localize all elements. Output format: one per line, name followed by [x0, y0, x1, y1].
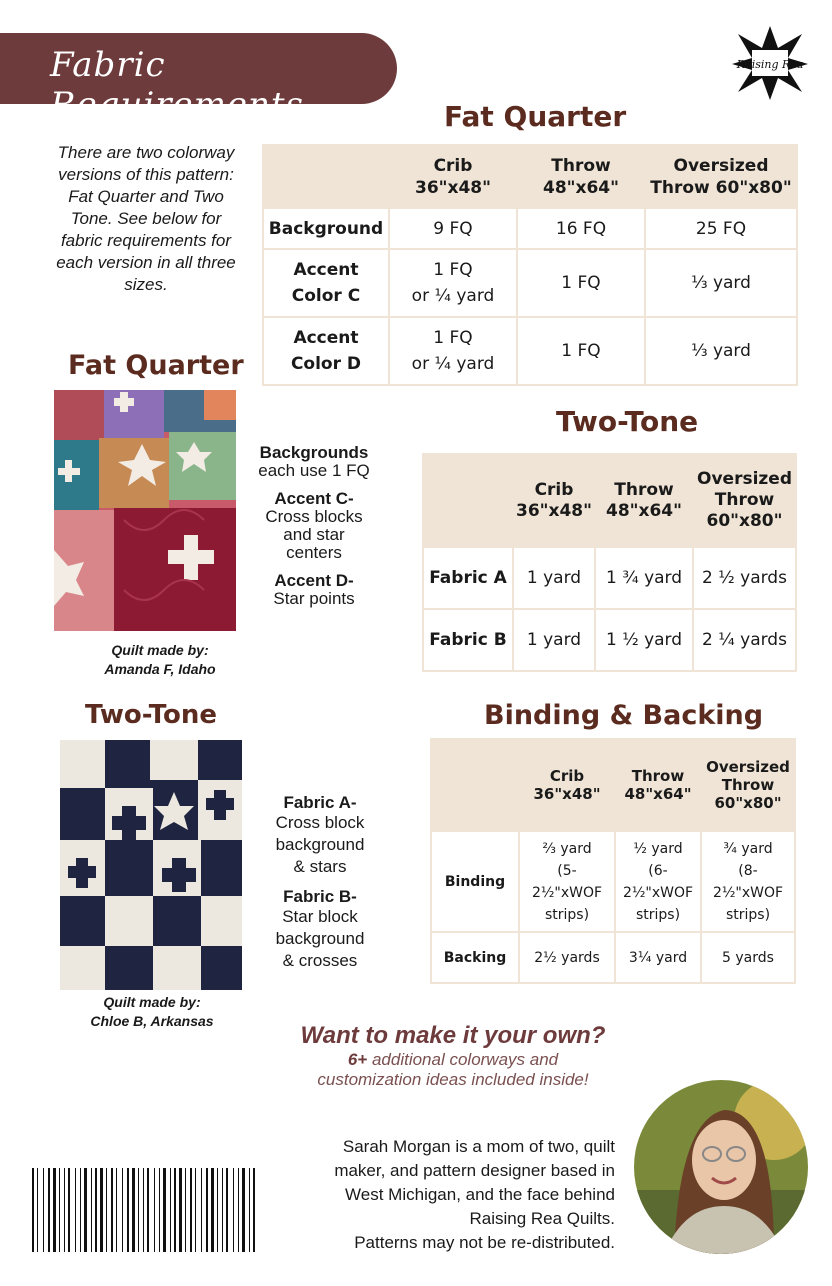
table-header-row	[263, 145, 797, 208]
legend-text: & stars	[293, 857, 347, 876]
table-cell: 1 ¾ yard	[595, 547, 693, 609]
table-cell: 2½ yards	[519, 932, 615, 983]
table-cell: ⅓ yard	[645, 317, 797, 385]
legend-text: Cross blocks	[265, 507, 363, 526]
table-row	[263, 208, 797, 249]
table-cell: 1 FQ or ¼ yard	[389, 249, 517, 317]
legend-text: and star	[283, 525, 345, 544]
row-label: Fabric A	[423, 547, 513, 609]
two-tone-legend	[254, 794, 386, 972]
table-header-row	[423, 454, 796, 547]
promo-line: customization ideas included inside!	[317, 1070, 589, 1089]
table-cell: 3¼ yard	[615, 932, 701, 983]
table-row	[423, 609, 796, 671]
header-empty	[263, 145, 389, 208]
header-cell: Throw 48"x64"	[595, 454, 693, 547]
fat-quarter-quilt-photo	[54, 390, 236, 631]
table-row	[263, 249, 797, 317]
table-cell: 25 FQ	[645, 208, 797, 249]
brand-logo-star-icon	[730, 24, 810, 102]
caption-line: Chloe B, Arkansas	[90, 1013, 214, 1029]
legend-title: Fabric A-	[283, 793, 357, 812]
legend-text: & crosses	[282, 951, 358, 970]
fat-quarter-legend	[244, 444, 384, 608]
barcode-icon	[32, 1168, 262, 1252]
table-row	[423, 547, 796, 609]
legend-text: background	[275, 929, 365, 948]
fat-quarter-sample-title: Fat Quarter	[68, 350, 244, 381]
table-cell: 1 FQ	[517, 317, 645, 385]
promo-title: Want to make it your own?	[300, 1022, 606, 1049]
table-row	[263, 317, 797, 385]
row-label: Backing	[431, 932, 519, 983]
table-header-row	[431, 739, 795, 831]
row-label: Accent Color D	[263, 317, 389, 385]
table-cell: ½ yard (6- 2½"xWOF strips)	[615, 831, 701, 932]
header-cell: Crib 36"x48"	[519, 739, 615, 831]
two-tone-caption	[46, 993, 258, 1031]
two-tone-sample-title: Two-Tone	[85, 700, 218, 730]
header-empty	[431, 739, 519, 831]
designer-bio	[270, 1135, 615, 1255]
table-cell: ¾ yard (8- 2½"xWOF strips)	[701, 831, 795, 932]
table-cell: 1 FQ	[517, 249, 645, 317]
header-cell: Throw 48"x64"	[517, 145, 645, 208]
two-tone-quilt-photo	[60, 740, 242, 990]
header-cell: Crib 36"x48"	[513, 454, 595, 547]
table-row	[431, 831, 795, 932]
table-row	[431, 932, 795, 983]
binding-table-title: Binding & Backing	[484, 700, 764, 731]
table-cell: 5 yards	[701, 932, 795, 983]
legend-text: Star points	[273, 589, 355, 608]
table-cell: 2 ¼ yards	[693, 609, 796, 671]
two-tone-table	[422, 453, 797, 672]
legend-title: Accent C-	[274, 489, 354, 508]
fat-quarter-caption	[54, 641, 266, 679]
two-tone-table-title: Two-Tone	[556, 405, 699, 438]
header-cell: Oversized Throw 60"x80"	[693, 454, 796, 547]
logo-text: Raising Rea	[736, 58, 804, 71]
table-cell: 1 FQ or ¼ yard	[389, 317, 517, 385]
header-cell: Oversized Throw 60"x80"	[701, 739, 795, 831]
designer-photo-avatar	[634, 1080, 808, 1254]
banner-title: Fabric Requirements	[50, 45, 305, 125]
row-label: Fabric B	[423, 609, 513, 671]
bio-line: Patterns may not be re-distributed.	[354, 1233, 615, 1252]
row-label: Binding	[431, 831, 519, 932]
table-cell: 16 FQ	[517, 208, 645, 249]
row-label: Background	[263, 208, 389, 249]
table-cell: 2 ½ yards	[693, 547, 796, 609]
table-cell: 1 yard	[513, 547, 595, 609]
section-banner	[0, 33, 397, 125]
bio-line: maker, and pattern designer based in	[334, 1161, 615, 1180]
table-cell: 9 FQ	[389, 208, 517, 249]
fat-quarter-table-title: Fat Quarter	[444, 100, 627, 133]
legend-title: Backgrounds	[259, 443, 369, 462]
legend-title: Fabric B-	[283, 887, 357, 906]
header-cell: Oversized Throw 60"x80"	[645, 145, 797, 208]
bio-line: Sarah Morgan is a mom of two, quilt	[342, 1137, 615, 1156]
header-empty	[423, 454, 513, 547]
legend-title: Accent D-	[274, 571, 354, 590]
caption-line: Amanda F, Idaho	[104, 661, 216, 677]
caption-line: Quilt made by:	[103, 994, 201, 1010]
promo-line: 6+ additional colorways and	[347, 1050, 559, 1069]
table-cell: 1 yard	[513, 609, 595, 671]
bio-line: Raising Rea Quilts.	[469, 1209, 615, 1228]
table-cell: ⅓ yard	[645, 249, 797, 317]
header-cell: Crib 36"x48"	[389, 145, 517, 208]
legend-text: background	[275, 835, 365, 854]
legend-text: centers	[286, 543, 342, 562]
binding-backing-table	[430, 738, 796, 984]
table-cell: ⅔ yard (5- 2½"xWOF strips)	[519, 831, 615, 932]
table-cell: 1 ½ yard	[595, 609, 693, 671]
legend-text: Star block	[282, 907, 358, 926]
fat-quarter-table	[262, 144, 798, 386]
promo-block	[268, 1022, 638, 1090]
row-label: Accent Color C	[263, 249, 389, 317]
caption-line: Quilt made by:	[111, 642, 209, 658]
legend-text: Cross block	[275, 813, 365, 832]
intro-text: There are two colorway versions of this pattern: Fat Quarter and Two Tone. See below for fabric requirements for each version in all three sizes.	[56, 143, 236, 294]
header-cell: Throw 48"x64"	[615, 739, 701, 831]
bio-line: West Michigan, and the face behind	[345, 1185, 615, 1204]
legend-text: each use 1 FQ	[258, 461, 370, 480]
